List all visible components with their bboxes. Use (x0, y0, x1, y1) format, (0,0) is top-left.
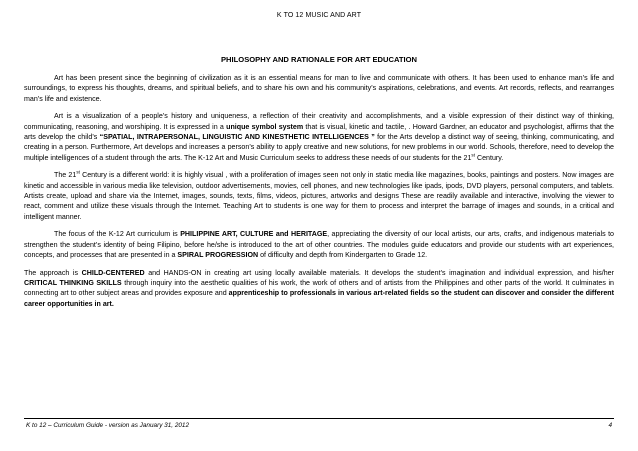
footer-version-note: K to 12 – Curriculum Guide - version as January 31, 2012 (26, 422, 190, 429)
running-header: K TO 12 MUSIC AND ART (276, 12, 362, 19)
paragraph-4: The focus of the K-12 Art curriculum is PHILIPPINE ART, CULTURE and HERITAGE, appreciating the diversity of our local artists, our arts, crafts, and indigenous materials to strengthen the student’s identity of being Filipino, before he/she is introduced to the art of other countries. The modules guide educators and provide our students with art experiences, concepts, and processes that are presented in a SPIRAL PROGRESSION of difficulty and depth from Kindergarten to Grade 12. (24, 230, 614, 260)
superscript-st: st (76, 169, 80, 175)
paragraph-2: Art is a visualization of a people’s history and uniqueness, a reflection of their creativity and accomplishments, and a visible expression of their distinct way of thinking, communicating, reasoning, and worshiping. It is expressed in a unique symbol system that is visual, kinetic and tactile, . Howard Gardner, an educator and psychologist, affirms that the arts develop the child’s “SPATIAL, INTRAPERSONAL, LINGUISTIC AND KINESTHETIC INTELLIGENCES ” for the Arts develop a distinct way of seeing, thinking, communicating, and creating in a person. Furthermore, Art develops and increases a person’s ability to apply creative and new solutions, for new problems in our world. Schools, therefore, need to develop the multiple intelligences of a student through the arts. The K-12 Art and Music Curriculum seeks to address these needs of our students for the 21st Century. (24, 112, 614, 162)
emphasis-unique-symbol-system: unique symbol system (226, 122, 304, 131)
superscript-st: st (471, 152, 475, 158)
paragraph-5: The approach is CHILD-CENTERED and HANDS-ON in creating art using locally available materials. It develops the student’s imagination and individual expression, and his/her CRITICAL THINKING SKILLS through inquiry into the aesthetic qualities of his work, the work of others and of artists from the Philippines and other parts of the world. It culminates in connecting art to other subject areas and provides exposure and apprenticeship to professionals in various art-related fields so the student can discover and consider the different career opportunities in art. (24, 268, 614, 308)
page-title: PHILOSOPHY AND RATIONALE FOR ART EDUCATION (220, 55, 418, 64)
paragraph-3: The 21st Century is a different world: it is highly visual , with a proliferation of images seen not only in static media like magazines, books, paintings and posters. Now images are kinetic and accessible in various media like television, outdoor advertisements, movies, cell phones, and new technologies like ipads, ipods, DVD players, personal computers, and tablets. Artists create, upload and share via the Internet, images, sounds, texts, films, videos, pictures, artworks and designs These are readily available and interactive, involving the viewer to react, comment and utilize these visuals through the Internet. Teaching Art to students is one way for them to process and interpret the barrage of images and sounds, in a critical and intelligent manner. (24, 169, 614, 221)
emphasis-critical-thinking: CRITICAL THINKING SKILLS (24, 278, 122, 287)
emphasis-philippine-art: PHILIPPINE ART, CULTURE and HERITAGE (180, 230, 328, 239)
emphasis-child-centered: CHILD-CENTERED (81, 268, 145, 277)
emphasis-spiral-progression: SPIRAL PROGRESSION (177, 251, 259, 260)
emphasis-intelligences: “SPATIAL, INTRAPERSONAL, LINGUISTIC AND KINESTHETIC INTELLIGENCES ” (99, 133, 375, 142)
paragraph-1: Art has been present since the beginning of civilization as it is an essential means for man to live and communicate with others. It has been used to enhance man’s life and surroundings, to express his thoughts, dreams, and spiritual beliefs, and to share his own and his community’s aspirations, celebrations, and events. Art records, reflects, and rearranges man’s life and existence. (24, 74, 614, 103)
emphasis-apprenticeship: apprenticeship to professionals in various art-related fields so the student can discover and consider the different career opportunities in art. (24, 289, 614, 308)
page-footer (24, 422, 614, 432)
footer-divider (24, 418, 614, 419)
document-body (24, 73, 614, 316)
page-number: 4 (608, 422, 612, 429)
